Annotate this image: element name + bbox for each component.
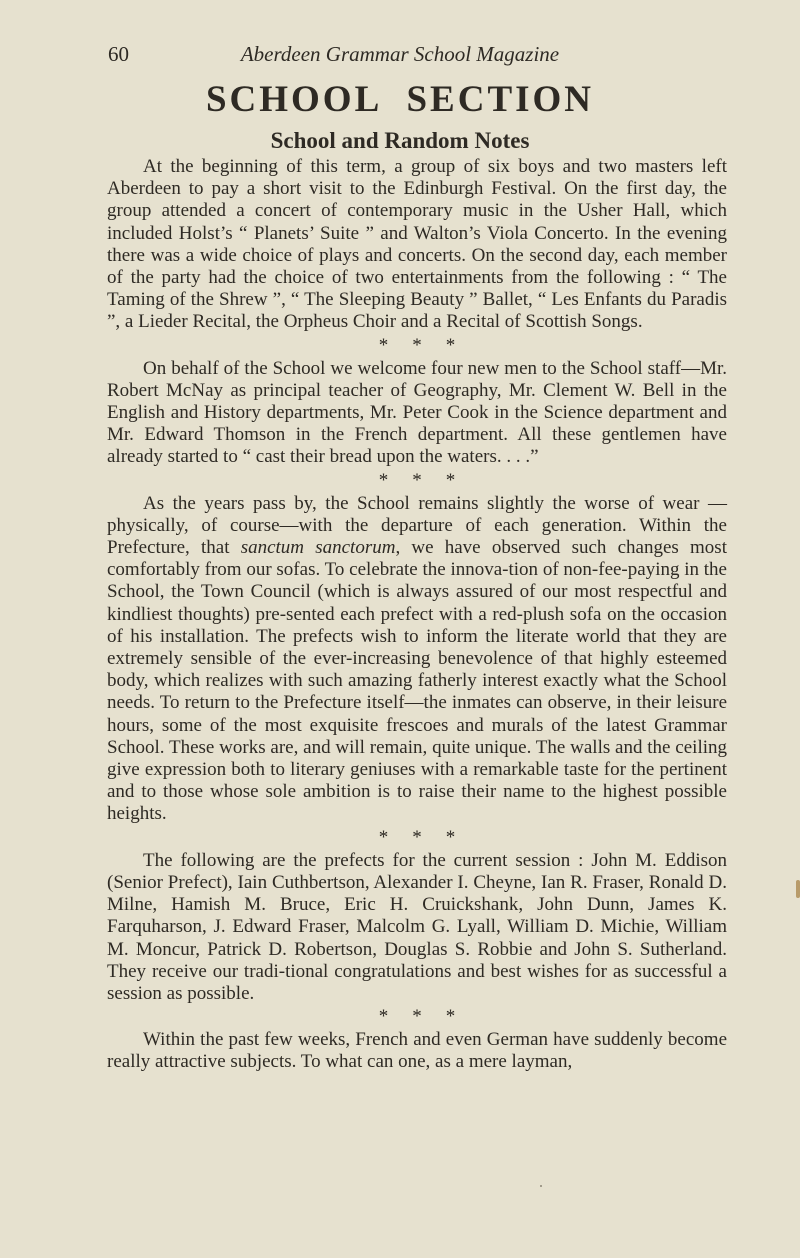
page-number: 60 bbox=[108, 42, 129, 66]
page-header bbox=[0, 42, 800, 72]
running-title: Aberdeen Grammar School Magazine bbox=[240, 42, 560, 66]
paragraph-prefects-list: The following are the prefects for the current session : John M. Eddison (Senior Prefect), Iain Cuthbertson, Alexander I. Cheyne, Ian R. Fraser, Ronald D. Milne, Hamish M. Bruce, Eric H. Cruickshank, John Dunn, James K. Farquharson, J. Edward Fraser, Malcolm G. Lyall, William D. Michie, William M. Moncur, Patrick D. Robertson, Douglas S. Robbie and John S. Sutherland. They receive our tradi-tional congratulations and best wishes for as successful a session as possible. bbox=[107, 849, 727, 1004]
paragraph-languages: Within the past few weeks, French and even German have suddenly become really attractive subjects. To what can one, as a mere layman, bbox=[107, 1029, 727, 1073]
subsection-title: School and Random Notes bbox=[270, 128, 530, 153]
separator-stars: * * * bbox=[378, 826, 456, 848]
paragraph-festival: At the beginning of this term, a group of six boys and two masters left Aberdeen to pay a short visit to the Edinburgh Festival. On the first day, the group attended a concert of contemporary music in the Usher Hall, which included Holst’s “ Planets’ Suite ” and Walton’s Viola Concerto. In the evening there was a wide choice of plays and concerts. On the second day, each member of the party had the choice of two entertainments from the following : “ The Taming of the Shrew ”, “ The Sleeping Beauty ” Ballet, “ Les Enfants du Paradis ”, a Lieder Recital, the Orpheus Choir and a Recital of Scottish Songs. bbox=[107, 156, 727, 333]
separator-stars: * * * bbox=[378, 469, 456, 491]
section-title: SCHOOL SECTION bbox=[205, 79, 595, 120]
separator-stars: * * * bbox=[378, 334, 456, 356]
paragraph-new-staff: On behalf of the School we welcome four new men to the School staff—Mr. Robert McNay as principal teacher of Geography, Mr. Clement W. Bell in the English and History departments, Mr. Peter Cook in the Science department and Mr. Edward Thomson in the French department. All these gentlemen have already started to “ cast their bread upon the waters. . . .” bbox=[107, 357, 727, 468]
paragraph-prefecture: As the years pass by, the School remains slightly the worse of wear —physically, of course—with the departure of each generation. Within the Prefecture, that sanctum sanctorum, we have observed such changes most comfortably from our sofas. To celebrate the innova-tion of non-fee-paying in the School, the Town Council (which is always assured of our most respectful and kindliest thoughts) pre-sented each prefect with a red-plush sofa on the occasion of his installation. The prefects wish to inform the literate world that they are extremely sensible of the ever-increasing benevolence of that highly esteemed body, which realizes with such amazing fatherly interest exactly what the School needs. To return to the Prefecture itself—the inmates can observe, in their leisure hours, some of the most exquisite frescoes and murals of the latest Grammar School. These works are, and will remain, quite unique. The walls and the ceiling give expression both to literary geniuses with a remarkable taste for the pertinent and to those whose sole ambition is to raise their name to the highest possible heights. bbox=[107, 492, 727, 825]
paper-speck bbox=[540, 1185, 542, 1187]
paper-stain bbox=[796, 880, 800, 898]
article-body bbox=[107, 156, 727, 1074]
separator-stars: * * * bbox=[378, 1006, 456, 1028]
